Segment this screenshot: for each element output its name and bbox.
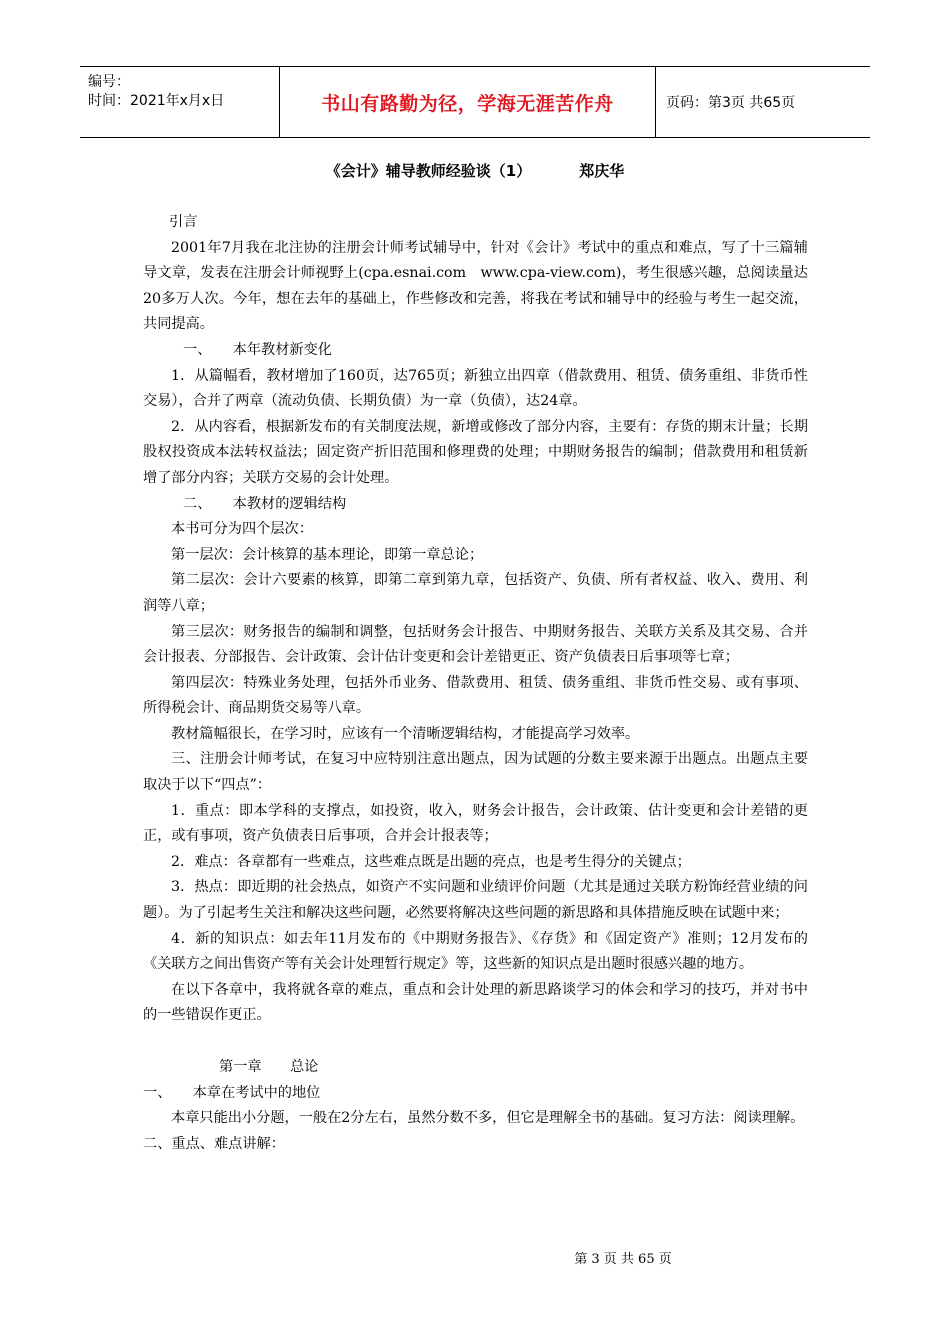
- paragraph: 4．新的知识点：如去年11月发布的《中期财务报告》、《存货》和《固定资产》准则；12月发布的《关联方之间出售资产等有关会计处理暂行规定》等，这些新的知识点是出题时很感兴趣的地方。: [143, 930, 808, 973]
- page-footer: [0, 1248, 950, 1267]
- section-heading: 一、 本年教材新变化: [183, 341, 332, 358]
- paragraph: 三、注册会计师考试，在复习中应特别注意出题点，因为试题的分数主要来源于出题点。出题点主要取决于以下“四点”：: [143, 751, 808, 794]
- section-heading: 二、 本教材的逻辑结构: [183, 495, 347, 512]
- paragraph: 3．热点：即近期的社会热点，如资产不实问题和业绩评价问题（尤其是通过关联方粉饰经营业绩的问题）。为了引起考生关注和解决这些问题，必然要将解决这些问题的新思路和具体措施反映在试题中来；: [143, 879, 808, 922]
- spacer: [143, 1029, 808, 1055]
- paragraph: 第三层次：财务报告的编制和调整，包括财务会计报告、中期财务报告、关联方关系及其交易、合并会计报表、分部报告、会计政策、会计估计变更和会计差错更正、资产负债表日后事项等七章；: [143, 623, 808, 666]
- title-text: 《会计》辅导教师经验谈（1）: [325, 162, 532, 180]
- document-title: [0, 160, 950, 181]
- paragraph: 第二层次：会计六要素的核算，即第二章到第九章，包括资产、负债、所有者权益、收入、费用、利润等八章；: [143, 572, 808, 614]
- date-label: 时间：2021年x月x日: [88, 93, 225, 109]
- paragraph: 第一层次：会计核算的基本理论，即第一章总论；: [171, 546, 484, 563]
- paragraph: 在以下各章中，我将就各章的难点，重点和会计处理的新思路谈学习的体会和学习的技巧，并对书中的一些错误作更正。: [143, 981, 808, 1024]
- author-name: 郑庆华: [579, 162, 625, 180]
- header-motto: 书山有路勤为径，学海无涯苦作舟: [280, 67, 656, 137]
- paragraph: 2001年7月我在北注协的注册会计师考试辅导中，针对《会计》考试中的重点和难点，写了十三篇辅导文章，发表在注册会计师视野上(cpa.esnai.com www.cpa-view.com)，考生很感兴趣，总阅读量达20多万人次。今年，想在去年的基础上，作些修改和完善，将我在考试和辅导中的经验与考生一起交流，共同提高。: [143, 239, 808, 333]
- paragraph: 1．从篇幅看，教材增加了160页，达765页；新独立出四章（借款费用、租赁、债务重组、非货币性交易），合并了两章（流动负债、长期负债）为一章（负债），达24章。: [143, 367, 808, 410]
- section-heading-intro: 引言: [169, 214, 198, 230]
- code-label: 编号：: [88, 74, 130, 90]
- footer-page-number: 第 3 页 共 65 页: [574, 1252, 672, 1267]
- header-page-label: 页码：第3页 共65页: [666, 95, 796, 111]
- section-heading: 二、重点、难点讲解：: [143, 1135, 285, 1152]
- paragraph: 本章只能出小分题，一般在2分左右，虽然分数不多，但它是理解全书的基础。复习方法：阅读理解。: [171, 1110, 805, 1127]
- header-meta: [80, 67, 280, 137]
- paragraph: 1．重点：即本学科的支撑点，如投资，收入，财务会计报告，会计政策、估计变更和会计差错的更正，或有事项，资产负债表日后事项，合并会计报表等；: [143, 802, 808, 845]
- chapter-heading: 第一章 总论: [219, 1059, 319, 1075]
- paragraph: 教材篇幅很长，在学习时，应该有一个清晰逻辑结构，才能提高学习效率。: [171, 725, 640, 742]
- paragraph: 2．从内容看，根据新发布的有关制度法规，新增或修改了部分内容，主要有：存货的期末计量；长期股权投资成本法转权益法；固定资产折旧范围和修理费的处理；中期财务报告的编制；借款费用和租赁新增了部分内容；关联方交易的会计处理。: [143, 418, 808, 486]
- paragraph: 2．难点：各章都有一些难点，这些难点既是出题的亮点，也是考生得分的关键点；: [171, 853, 691, 870]
- document-body: [143, 210, 808, 1157]
- paragraph: 本书可分为四个层次：: [171, 521, 313, 538]
- paragraph: 第四层次：特殊业务处理，包括外币业务、借款费用、租赁、债务重组、非货币性交易、或有事项、所得税会计、商品期货交易等八章。: [143, 674, 808, 717]
- header-table: [80, 66, 870, 138]
- section-heading: 一、 本章在考试中的地位: [143, 1084, 321, 1101]
